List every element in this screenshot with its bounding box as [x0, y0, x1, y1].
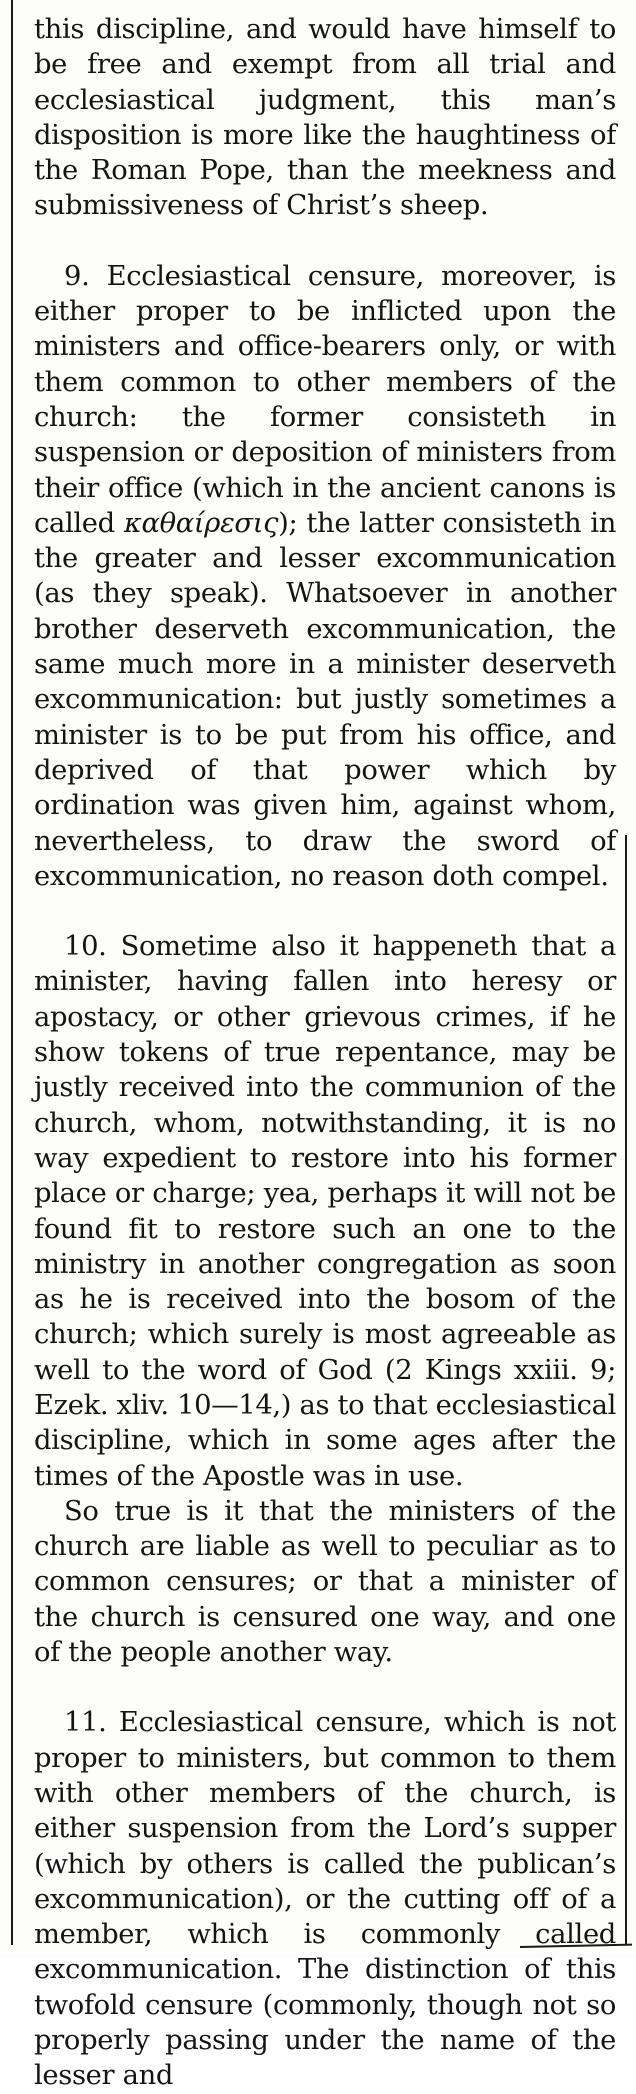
greek-term: καθαίρεσις: [123, 507, 279, 539]
paragraph-continued: this discipline, and would have himself to be free and exempt from all trial and ecclesiastical judgment, this man’s disposition is more like the haughtiness of the Roman Pope, than the meekness and submissiveness of Christ’s sheep.: [34, 14, 616, 222]
paragraph-11: 11. Ecclesiastical censure, which is not proper to ministers, but common to them with other members of the church, is either suspension from the Lord’s supper (which by others is called the publican’s excommunication), or the cutting off of a member, which is commonly called excommunication. The distinction of this twofold censure (commonly, though not so properly passing under the name of the lesser and: [34, 1707, 616, 2092]
right-column-rule: [625, 835, 627, 1945]
paragraph-9: [34, 259, 616, 894]
paragraph-9-text-before: 9. Ecclesiastical censure, moreover, is either proper to be inflicted upon the ministers and office-bearers only, or with them common to other members of the church: the former consisteth in suspension or deposition of ministers from their office (which in the ancient canons is called: [34, 260, 616, 539]
left-column-rule: [11, 0, 13, 1945]
paragraph-10-conclusion: So true is it that the ministers of the church are liable as well to peculiar as to common censures; or that a minister of the church is censured one way, and one of the people another way.: [34, 1495, 616, 1669]
paragraph-10: 10. Sometime also it happeneth that a minister, having fallen into heresy or apostacy, or other grievous crimes, if he show tokens of true repentance, may be justly received into the communion of the church, whom, notwithstanding, it is no way expedient to restore into his former place or charge; yea, perhaps it will not be found fit to restore such an one to the ministry in another congregation as soon as he is received into the bosom of the church; which surely is most agreeable as well to the word of God (2 Kings xxiii. 9; Ezek. xliv. 10—14,) as to that ecclesiastical discipline, which in some ages after the times of the Apostle was in use.: [34, 931, 616, 1492]
paragraph-9-text-after: ); the latter consisteth in the greater and lesser excommunication (as they speak). Whatsoever in another brother deserveth excommunication, the same much more in a minister deserveth excommunication: but justly sometimes a minister is to be put from his office, and deprived of that power which by ordination was given him, against whom, nevertheless, to draw the sword of excommunication, no reason doth compel.: [34, 507, 616, 892]
text-column: [34, 12, 616, 2094]
